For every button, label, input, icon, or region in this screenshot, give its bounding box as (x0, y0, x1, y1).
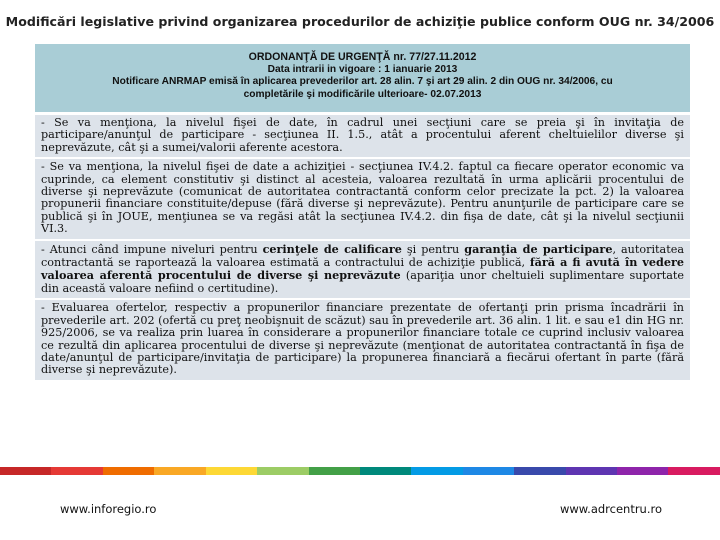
rainbow-segment (411, 467, 462, 475)
notification-line: Notificare ANRMAP emisă în aplicarea prevederilor art. 28 alin. 7 şi art 29 alin. 2 din OUG nr. 34/2006, cu (112, 76, 613, 87)
slide-title: Modificări legislative privind organizarea procedurilor de achiziţie publice conform OUG nr. 34/2006 (5, 14, 715, 29)
paragraph-2: - Se va menţiona, la nivelul fişei de date a achiziţiei - secţiunea IV.4.2. faptul ca fiecare operator economic va cuprinde, ca element constitutiv şi distinct al acesteia, valoarea rezultată în urma aplicării procentului de diverse şi neprevăzute (comunicat de autoritatea contractantă conform celor precizate la pct. 2) la valoarea propunerii financiare constituite/depuse (fără diverse şi neprevăzute). Pentru anunţurile de participare care se publică şi în JOUE, menţiunea se va regăsi atât la secţiunea IV.4.2. din fişa de date, cât şi la nivelul secţiunii VI.3. (35, 159, 690, 240)
rainbow-segment (668, 467, 719, 475)
rainbow-segment (463, 467, 514, 475)
rainbow-segment (51, 467, 102, 475)
inforegio-link[interactable]: www.inforegio.ro (60, 502, 157, 516)
rainbow-segment (154, 467, 205, 475)
excluded-value-emphasis: fără a fi avută în vedere valoarea aferentă procentului de diverse şi neprevăzute (41, 255, 684, 283)
paragraph-3-text: şi pentru (401, 242, 465, 256)
content-table (35, 44, 690, 382)
participation-guarantee-emphasis: garanţia de participare (464, 241, 613, 256)
paragraph-3-text: , autoritatea contractantă se raportează la valoarea estimată a contractului de achiziţie publică, (41, 242, 685, 270)
rainbow-segment (206, 467, 257, 475)
adrcentru-link[interactable]: www.adrcentru.ro (560, 502, 663, 516)
effective-date: Data intrarii in vigoare : 1 ianuarie 2013 (267, 63, 458, 75)
paragraph-3-text: (apariţia unor cheltuieli suplimentare suportate din această valoare nefiind o certitudine). (41, 269, 685, 295)
rainbow-segment (103, 467, 154, 475)
qualification-requirements-emphasis: cerinţele de calificare (262, 241, 402, 256)
paragraph-4: - Evaluarea ofertelor, respectiv a propunerilor financiare prezentate de ofertanţi prin prisma încadrării în prevederile art. 202 (ofertă cu preţ neobişnuit de scăzut) sau în prevederile art. 36 alin. 1 lit. e sau e1 din HG nr. 925/2006, se va realiza prin luarea în considerare a propunerilor financiare totale ce cuprind inclusiv valoarea ce rezultă din aplicarea procentului de diverse şi neprevăzute (menţionat de autoritatea contractantă în fişa de date/anunţul de participare/invitaţia de participare) la propunerea financiară a fiecărui ofertant în parte (fără diverse şi neprevăzute). (35, 300, 690, 381)
ordinance-header (35, 44, 690, 112)
paragraph-3 (35, 241, 690, 301)
paragraph-3-text: - Atunci când impune niveluri pentru (41, 242, 263, 256)
rainbow-segment (360, 467, 411, 475)
rainbow-segment (617, 467, 668, 475)
rainbow-segment (514, 467, 565, 475)
rainbow-segment (566, 467, 617, 475)
rainbow-segment (309, 467, 360, 475)
ordinance-title: ORDONANŢĂ DE URGENŢĂ nr. 77/27.11.2012 (248, 51, 477, 63)
rainbow-segment (0, 467, 51, 475)
paragraph-1: - Se va menţiona, la nivelul fişei de date, în cadrul unei secţiuni care se preia şi în invitaţia de participare/anunţul de participare - secţiunea II. 1.5., atât a procentului aferent cheltuielilor diverse şi neprevăzute, cât şi a sumei/valorii aferente acestora. (35, 112, 690, 159)
rainbow-divider (0, 467, 720, 475)
rainbow-segment (257, 467, 308, 475)
notification-line-cont: completările şi modificările ulterioare- 02.07.2013 (243, 88, 482, 100)
